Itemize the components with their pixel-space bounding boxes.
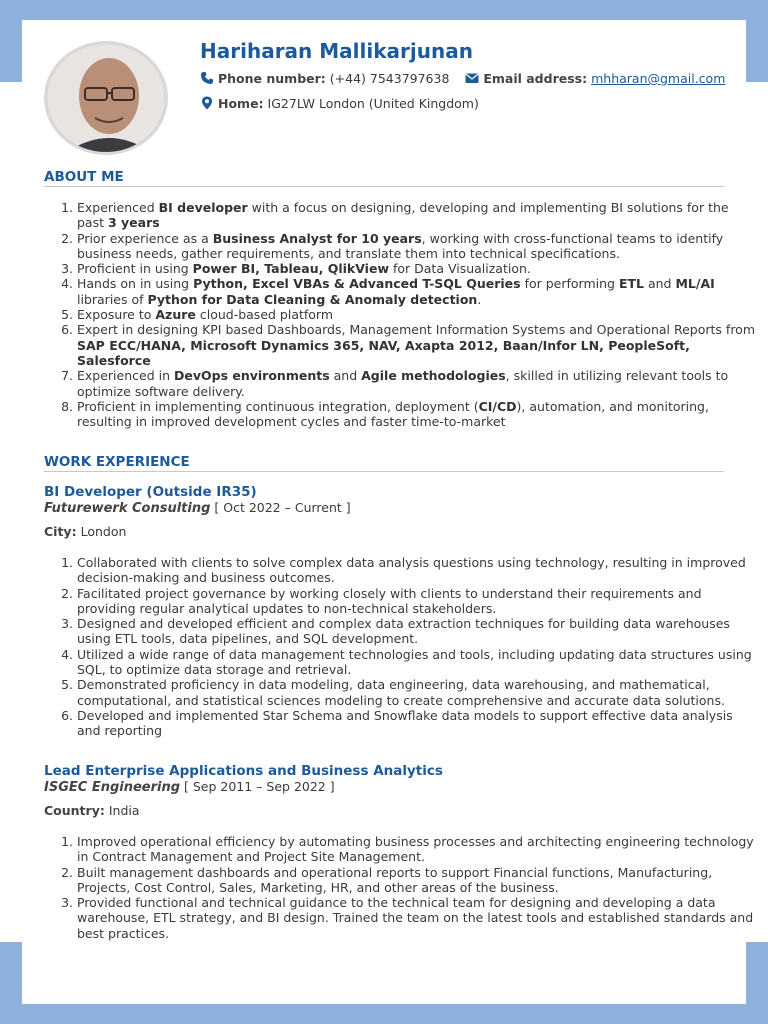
location-pin-icon [200, 96, 214, 110]
about-me-text: libraries of [77, 291, 148, 307]
phone-label: Phone number: [218, 71, 326, 86]
home-address: IG27LW London (United Kingdom) [267, 96, 479, 111]
job-2-company: ISGEC Engineering [44, 780, 181, 795]
achievement-item: 3. Provided functional and technical guidance to the technical team for designing and developing a data warehouse, ETL strategy, and BI design. Trained the team on the latest tools and established standards and best practices. [77, 895, 757, 941]
about-me-text: Experienced [77, 200, 159, 215]
about-me-text: ), automation, and monitoring, resulting in improved development cycles and faster time-to-market [77, 398, 709, 430]
about-me-highlight: ML/AI [675, 276, 715, 292]
email-label: Email address: [483, 71, 588, 86]
home-label: Home: [218, 96, 264, 111]
about-me-item [77, 368, 757, 399]
about-me-text: , skilled in utilizing relevant tools to optimize software delivery. [77, 368, 729, 399]
about-me-text: Proficient in using [77, 261, 193, 277]
about-me-heading: ABOUT ME [44, 169, 724, 187]
work-experience-heading: WORK EXPERIENCE [44, 454, 724, 472]
about-me-text: and [329, 368, 362, 384]
about-me-text: for Data Visualization. [389, 261, 531, 277]
about-me-highlight: Azure [155, 307, 196, 323]
about-me-highlight: SAP ECC/HANA, Microsoft Dynamics 365, NAV, Axapta 2012, Baan/Infor LN, PeopleSoft, Salesforce [77, 337, 690, 368]
achievement-item: 4. Utilized a wide range of data management technologies and tools, including updating data structures using SQL, to optimize data storage and retrieval. [77, 647, 757, 678]
achievement-item: 2. Built management dashboards and operational reports to support Financial functions, Manufacturing, Projects, Cost Control, Sales, Marketing, HR, and other areas of the business. [77, 865, 757, 896]
about-me-item [77, 322, 757, 368]
achievement-item: 1. Improved operational efficiency by automating business processes and architecting engineering technology in Contract Management and Project Site Management. [77, 834, 757, 865]
about-me-highlight: BI developer [158, 200, 248, 215]
about-me-text: . [477, 291, 482, 307]
job-2-location-value: India [108, 803, 140, 818]
phone-icon [200, 71, 214, 85]
job-1-location-value: London [80, 524, 127, 539]
resume-page [22, 20, 756, 1004]
about-me-text: , working with cross-functional teams to identify business needs, gather requirements, and translate them into technical specifications. [77, 230, 724, 261]
about-me-highlight: Agile methodologies [361, 368, 506, 384]
about-me-text: Expert in designing KPI based Dashboards, Management Information Systems and Operational Reports from [77, 322, 756, 338]
job-2-company-line [44, 779, 335, 795]
about-me-text: Prior experience as a [77, 230, 213, 246]
candidate-name: Hariharan Mallikarjunan [200, 39, 473, 63]
about-me-text: and [644, 276, 676, 292]
job-1-location-label: City: [44, 524, 77, 539]
profile-photo [44, 41, 168, 155]
about-me-highlight: 3 years [107, 215, 160, 231]
job-2-achievements [44, 834, 757, 941]
about-me-text: Proficient in implementing continuous integration, deployment ( [77, 398, 479, 414]
job-1-company: Futurewerk Consulting [44, 501, 211, 516]
achievement-item: 3. Designed and developed efficient and complex data extraction techniques for building data warehouses using ETL tools, data pipelines, and SQL development. [77, 616, 757, 647]
about-me-text: Experienced in [77, 368, 174, 384]
about-me-item [77, 200, 757, 231]
about-me-item [77, 231, 757, 262]
job-2-location-label: Country: [44, 803, 105, 818]
about-me-item [77, 261, 757, 276]
about-me-highlight: CI/CD [478, 398, 517, 414]
job-2-location [44, 803, 140, 818]
job-1-achievements [44, 555, 757, 739]
about-me-highlight: Python for Data Cleaning & Anomaly detection [147, 291, 478, 307]
about-me-highlight: Python, Excel VBAs & Advanced T-SQL Queries [193, 276, 521, 292]
contact-line-1 [200, 71, 725, 86]
about-me-text: Exposure to [77, 307, 156, 323]
contact-line-2 [200, 96, 479, 111]
about-me-highlight: DevOps environments [174, 368, 330, 384]
job-1-location [44, 524, 126, 539]
about-me-text: Hands on in using [77, 276, 194, 292]
job-1-company-line [44, 500, 351, 516]
about-me-item [77, 276, 757, 307]
about-me-item [77, 307, 757, 322]
about-me-highlight: Business Analyst for 10 years [212, 230, 422, 246]
achievement-item: 1. Collaborated with clients to solve complex data analysis questions using technology, resulting in improved decision-making and business outcomes. [77, 555, 757, 586]
job-2-title: Lead Enterprise Applications and Business Analytics [44, 763, 443, 779]
email-link[interactable]: mhharan@gmail.com [591, 71, 726, 86]
job-1-title: BI Developer (Outside IR35) [44, 484, 257, 500]
job-1-dates: [ Oct 2022 – Current ] [214, 500, 351, 515]
achievement-item: 6. Developed and implemented Star Schema and Snowflake data models to support effective data analysis and reporting [77, 708, 757, 739]
achievement-item: 2. Facilitated project governance by working closely with clients to understand their requirements and providing regular analytical updates to non-technical stakeholders. [77, 586, 757, 617]
job-2-dates: [ Sep 2011 – Sep 2022 ] [184, 779, 335, 794]
about-me-text: with a focus on designing, developing and implementing BI solutions for the past [77, 200, 729, 231]
email-icon [465, 71, 479, 85]
achievement-item: 5. Demonstrated proficiency in data modeling, data engineering, data warehousing, and mathematical, computational, and statistical sciences modeling to create comprehensive and accurate data solutions. [77, 677, 757, 708]
about-me-item [77, 399, 757, 430]
about-me-text: for performing [520, 276, 619, 292]
about-me-text: cloud-based platform [195, 307, 334, 323]
about-me-list [44, 200, 757, 429]
about-me-highlight: Power BI, Tableau, QlikView [192, 261, 389, 277]
phone-number: (+44) 7543797638 [329, 71, 450, 86]
about-me-highlight: ETL [618, 276, 644, 292]
